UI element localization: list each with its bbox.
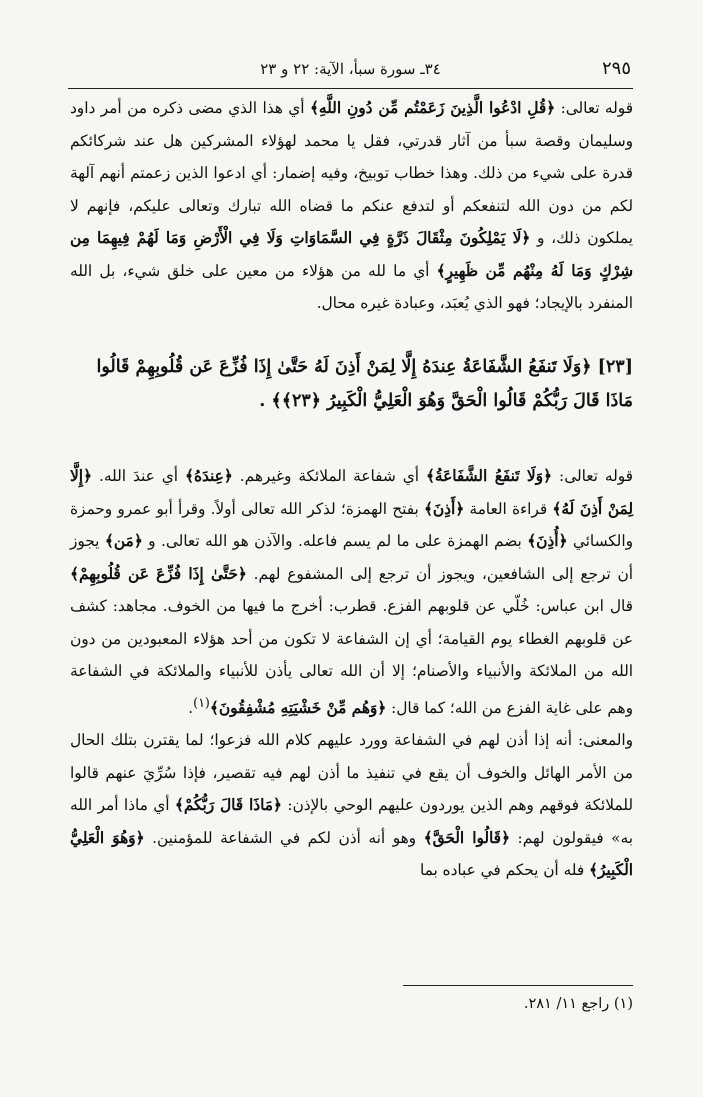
footnote-divider [403, 985, 633, 986]
paragraph [70, 92, 633, 320]
verse-text: ﴿وَلَا تَنفَعُ الشَّفَاعَةُ عِندَهُ إِلَّا لِمَنْ أَذِنَ لَهُ حَتَّىٰ إِذَا فُزِّعَ عَن قُلُوبِهِمْ قَالُوا مَاذَا قَالَ رَبُّكُمْ قَالُوا الْحَقَّ وَهُوَ الْعَلِيُّ الْكَبِيرُ ﴿٢٣﴾﴾ . [96, 357, 633, 411]
paragraph [70, 724, 633, 887]
quran-quote: ﴿عِندَهُ﴾ [185, 467, 233, 485]
quran-quote: ﴿إِلَّا لِمَنْ أَذِنَ لَهُ﴾ [70, 467, 633, 518]
text-run: . [188, 698, 194, 717]
text-run: أي ما لله من هؤلاء من معين على خلق شيء، بل الله المنفرد بالإيجاد؛ فهو الذي يُعبَد، وعبادة غيره محال. [70, 261, 633, 312]
text-run: بفتح الهمزة؛ لذكر الله تعالى أولاً. وقرأ أبو عمرو وحمزة والكسائي [70, 499, 633, 550]
quran-quote: ﴿حَتَّىٰ إِذَا فُزِّعَ عَن قُلُوبِهِمْ﴾ [70, 564, 247, 583]
quran-quote: ﴿مَن﴾ [104, 532, 143, 550]
text-run: قوله تعالى: [552, 467, 633, 485]
text-run: قال ابن عباس: خُلّي عن قلوبهم الفزع. قطرب: أخرج ما فيها من الخوف. مجاهد: كشف عن قلوبهم الغطاء يوم القيامة؛ أي إن الشفاعة لا تكون من أحد هؤلاء المعبودين من دون الله من الملائكة والأنبياء والأصنام؛ إلا أن الله تعالى يأذن للأنبياء والملائكة في الشفاعة وهم على غاية الفزع من الله؛ كما قال: [70, 597, 633, 717]
verse-23 [70, 350, 633, 418]
text-run: فله أن يحكم في عباده بما [419, 861, 589, 880]
verse-number: [٢٣] [597, 357, 633, 377]
text-run: أي عندَ الله. [91, 467, 186, 485]
text-run: قوله تعالى: [555, 99, 634, 117]
commentary-verse-22 [70, 92, 633, 320]
quran-quote: ﴿وَلَا تَنفَعُ الشَّفَاعَةُ﴾ [425, 467, 553, 485]
commentary-verse-23 [70, 460, 633, 887]
paragraph [70, 460, 633, 724]
quran-quote: ﴿لَا يَمْلِكُونَ مِثْقَالَ ذَرَّةٍ فِي السَّمَاوَاتِ وَلَا فِي الْأَرْضِ وَمَا لَهُمْ فِيهِمَا مِن شِرْكٍ وَمَا لَهُ مِنْهُم مِّن ظَهِيرٍ﴾ [70, 229, 633, 280]
running-title: ٣٤ـ سورة سبأ، الآية: ٢٢ و ٢٣ [260, 60, 441, 78]
quran-quote: ﴿مَاذَا قَالَ رَبُّكُمْ﴾ [174, 796, 282, 815]
footnote-marker: (١) [193, 695, 210, 711]
quran-quote: ﴿وَهُوَ الْعَلِيُّ الْكَبِيرُ﴾ [70, 828, 633, 880]
text-run: وهو أنه أذن لكم في الشفاعة للمؤمنين. [144, 828, 424, 847]
page-number: ٢٩٥ [601, 58, 631, 79]
quran-quote: ﴿وَهُم مِّنْ خَشْيَتِهِ مُشْفِقُونَ﴾ [209, 698, 387, 717]
text-run: والمعنى: أنه إذا أذن لهم في الشفاعة وورد عليهم كلام الله فزعوا؛ لما يقترن بتلك الحال من الأمر الهائل والخوف أن يقع في تنفيذ ما أذن لهم فيه تقصير، فإذا سُرِّيَ عنهم قالوا للملائكة فوقهم وهم الذين يوردون عليهم الوحي بالإذن: [70, 731, 633, 815]
quran-quote: ﴿أُذِنَ﴾ [527, 532, 568, 550]
quran-quote: ﴿قُلِ ادْعُوا الَّذِينَ زَعَمْتُم مِّن دُونِ اللَّهِ﴾ [309, 99, 556, 117]
page-header [68, 58, 633, 88]
footnote: (١) راجع ١١/ ٢٨١. [523, 996, 633, 1012]
text-run: قراءة العامة [464, 499, 553, 518]
text-run: أي هذا الذي مضى ذكره من أمر داود وسليمان وقصة سبأ من آثار قدرتي، فقل يا محمد لهؤلاء المشركين هل عند شركائكم قدرة على شيء من ذلك. وهذا خطاب توبيخ، وفيه إضمار: أي ادعوا الذين زعمتم أنهم آلهة لكم من دون الله لتنفعكم أو لتدفع عنكم ما قضاه الله تبارك وتعالى عليكم، فإنهم لا يملكون ذلك، و [70, 99, 633, 247]
text-run: أي ماذا أمر الله به» فيقولون لهم: [70, 796, 633, 847]
quran-quote: ﴿أَذِنَ﴾ [423, 499, 465, 518]
text-run: يجوز أن ترجع إلى الشافعين، ويجوز أن ترجع إلى المشفوع لهم. [70, 532, 634, 583]
text-run: بضم الهمزة على ما لم يسم فاعله. والآذن هو الله تعالى. و [142, 532, 528, 550]
header-divider [68, 88, 633, 89]
text-run: أي شفاعة الملائكة وغيرهم. [232, 467, 426, 485]
quran-quote: ﴿قَالُوا الْحَقَّ﴾ [423, 828, 510, 847]
